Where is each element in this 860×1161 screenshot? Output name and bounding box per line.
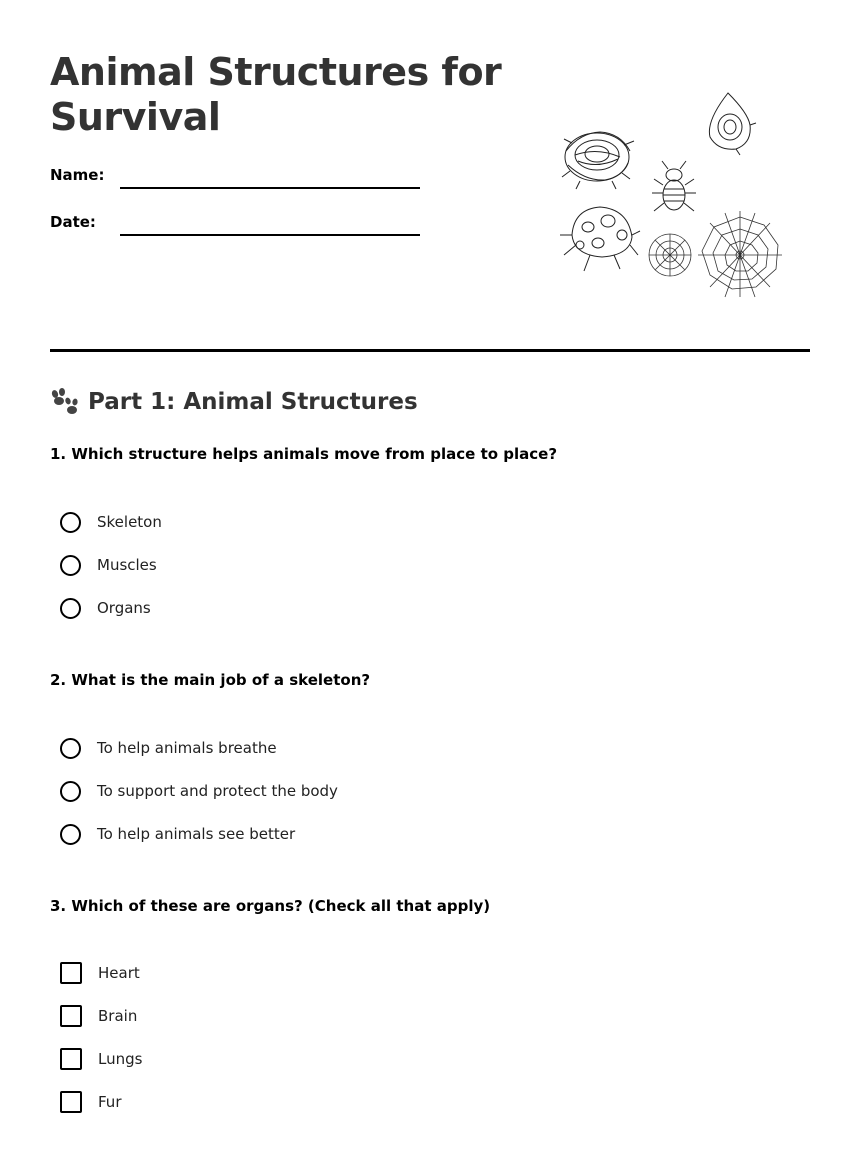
nest-icon	[562, 132, 634, 189]
q1-option-1[interactable]	[60, 509, 162, 535]
q2-option-2[interactable]	[60, 778, 338, 804]
checkbox[interactable]	[60, 1091, 82, 1113]
radio-button[interactable]	[60, 738, 81, 759]
q2-option-3[interactable]	[60, 821, 295, 847]
insect-icon	[652, 161, 696, 211]
question-2: 2. What is the main job of a skeleton?	[50, 671, 371, 689]
option-label: To support and protect the body	[97, 782, 338, 800]
name-label: Name:	[50, 166, 105, 184]
animal-illustration	[550, 85, 790, 300]
radio-button[interactable]	[60, 781, 81, 802]
date-label: Date:	[50, 213, 96, 231]
q1-option-2[interactable]	[60, 552, 157, 578]
worksheet-title	[50, 50, 530, 140]
small-spiderweb-icon	[649, 234, 691, 276]
option-label: To help animals breathe	[97, 739, 277, 757]
radio-button[interactable]	[60, 598, 81, 619]
large-spiderweb-icon	[698, 211, 782, 297]
paw-print-icon	[50, 388, 80, 416]
radio-button[interactable]	[60, 824, 81, 845]
radio-button[interactable]	[60, 555, 81, 576]
q2-option-1[interactable]	[60, 735, 277, 761]
ladybug-icon	[560, 207, 640, 271]
name-field-line[interactable]	[120, 187, 420, 189]
section-divider	[50, 349, 810, 352]
seed-pod-icon	[709, 93, 756, 155]
q3-option-4[interactable]	[60, 1089, 121, 1115]
checkbox[interactable]	[60, 962, 82, 984]
question-1: 1. Which structure helps animals move from place to place?	[50, 445, 558, 463]
title-line-2: Survival	[50, 95, 221, 139]
option-label: Skeleton	[97, 513, 162, 531]
q1-option-3[interactable]	[60, 595, 151, 621]
option-label: Brain	[98, 1007, 138, 1025]
title-line-1: Animal Structures for	[50, 50, 502, 94]
part-1-heading	[50, 388, 418, 416]
q3-option-1[interactable]	[60, 960, 140, 986]
option-label: Muscles	[97, 556, 157, 574]
part-1-title: Part 1: Animal Structures	[88, 389, 418, 415]
q3-option-3[interactable]	[60, 1046, 142, 1072]
radio-button[interactable]	[60, 512, 81, 533]
checkbox[interactable]	[60, 1005, 82, 1027]
checkbox[interactable]	[60, 1048, 82, 1070]
option-label: Organs	[97, 599, 151, 617]
option-label: Lungs	[98, 1050, 143, 1068]
q3-option-2[interactable]	[60, 1003, 137, 1029]
option-label: Heart	[98, 964, 140, 982]
date-field-line[interactable]	[120, 234, 420, 236]
option-label: To help animals see better	[97, 825, 296, 843]
option-label: Fur	[98, 1093, 122, 1111]
question-3: 3. Which of these are organs? (Check all that apply)	[50, 897, 491, 915]
